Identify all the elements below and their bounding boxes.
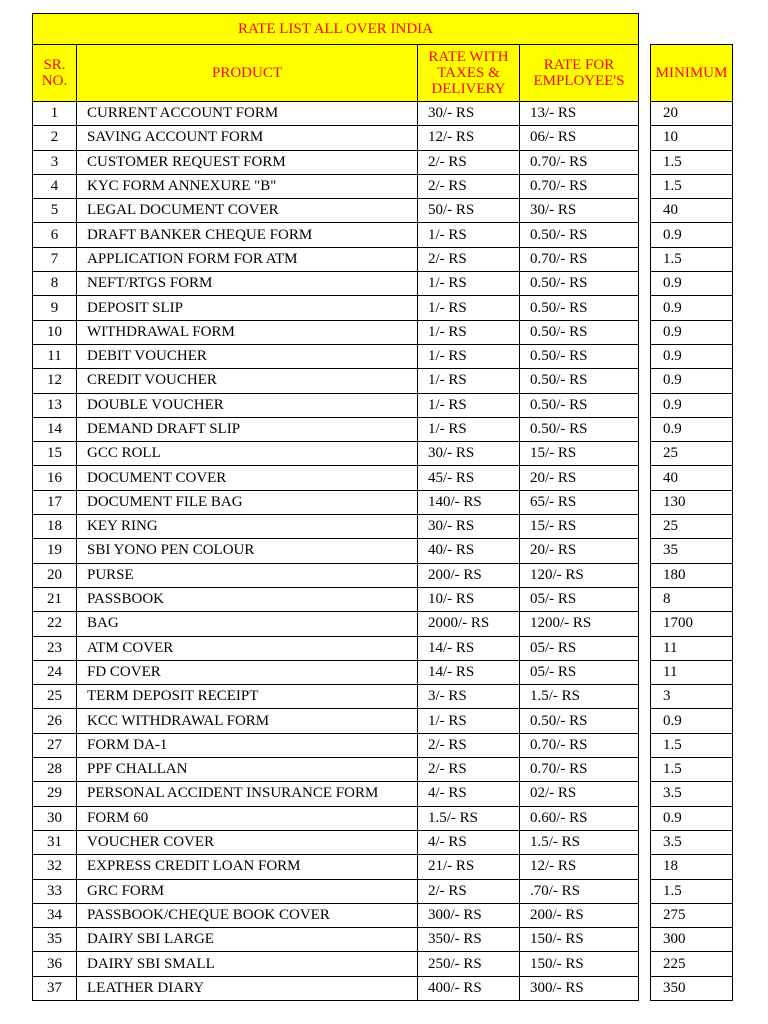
sr-no-cell: 9 (33, 296, 77, 320)
product-cell: DAIRY SBI SMALL (77, 952, 418, 976)
sr-no-cell: 30 (33, 806, 77, 830)
sr-no-cell: 31 (33, 830, 77, 854)
rate-with-taxes-cell: 2/- RS (418, 247, 520, 271)
rate-for-employees-cell: 06/- RS (520, 126, 639, 150)
rate-for-employees-cell: 05/- RS (520, 587, 639, 611)
rate-for-employees-cell: 0.50/- RS (520, 272, 639, 296)
sr-no-cell: 32 (33, 855, 77, 879)
minimum-row (651, 855, 733, 879)
minimum-row (651, 952, 733, 976)
rate-with-taxes-cell: 1/- RS (418, 272, 520, 296)
rate-for-employees-cell: 200/- RS (520, 903, 639, 927)
minimum-row (651, 199, 733, 223)
rate-list-table (32, 13, 639, 1001)
product-cell: DEBIT VOUCHER (77, 344, 418, 368)
product-cell: PPF CHALLAN (77, 758, 418, 782)
rate-for-employees-cell: 1.5/- RS (520, 685, 639, 709)
sr-no-cell: 36 (33, 952, 77, 976)
rate-list-body (33, 102, 639, 1001)
rate-for-employees-cell: 0.60/- RS (520, 806, 639, 830)
sr-no-cell: 29 (33, 782, 77, 806)
minimum-row (651, 174, 733, 198)
rate-with-taxes-cell: 3/- RS (418, 685, 520, 709)
minimum-row (651, 806, 733, 830)
sr-no-cell: 7 (33, 247, 77, 271)
minimum-cell: 0.9 (651, 344, 733, 368)
rate-with-taxes-cell: 1/- RS (418, 296, 520, 320)
product-cell: DOUBLE VOUCHER (77, 393, 418, 417)
minimum-cell: 225 (651, 952, 733, 976)
sr-no-cell: 17 (33, 490, 77, 514)
minimum-row (651, 150, 733, 174)
minimum-row (651, 587, 733, 611)
rate-with-taxes-cell: 2/- RS (418, 758, 520, 782)
rate-with-taxes-cell: 10/- RS (418, 587, 520, 611)
table-row (33, 102, 639, 126)
rate-for-employees-cell: 1.5/- RS (520, 830, 639, 854)
table-row (33, 247, 639, 271)
minimum-row (651, 393, 733, 417)
rate-with-taxes-cell: 4/- RS (418, 782, 520, 806)
product-cell: LEATHER DIARY (77, 976, 418, 1000)
rate-with-taxes-cell: 1.5/- RS (418, 806, 520, 830)
product-cell: GCC ROLL (77, 442, 418, 466)
minimum-cell: 25 (651, 442, 733, 466)
minimum-cell: 0.9 (651, 296, 733, 320)
rate-for-employees-cell: 15/- RS (520, 442, 639, 466)
sr-no-cell: 15 (33, 442, 77, 466)
product-cell: DEPOSIT SLIP (77, 296, 418, 320)
minimum-row (651, 369, 733, 393)
table-row (33, 150, 639, 174)
table-row (33, 490, 639, 514)
product-cell: FORM DA-1 (77, 733, 418, 757)
sr-no-cell: 35 (33, 928, 77, 952)
table-row (33, 515, 639, 539)
sr-no-cell: 6 (33, 223, 77, 247)
minimum-cell: 20 (651, 102, 733, 126)
product-cell: GRC FORM (77, 879, 418, 903)
product-cell: DAIRY SBI LARGE (77, 928, 418, 952)
minimum-cell: 0.9 (651, 223, 733, 247)
rate-with-taxes-cell: 350/- RS (418, 928, 520, 952)
minimum-row (651, 320, 733, 344)
rate-for-employees-header: RATE FOR EMPLOYEE'S (520, 45, 639, 102)
table-row (33, 806, 639, 830)
table-row (33, 199, 639, 223)
minimum-cell: 0.9 (651, 393, 733, 417)
sr-no-cell: 11 (33, 344, 77, 368)
minimum-cell: 275 (651, 903, 733, 927)
minimum-cell: 0.9 (651, 417, 733, 441)
table-row (33, 223, 639, 247)
rate-for-employees-cell: 30/- RS (520, 199, 639, 223)
table-row (33, 344, 639, 368)
table-row (33, 782, 639, 806)
minimum-row (651, 563, 733, 587)
rate-with-taxes-cell: 1/- RS (418, 417, 520, 441)
rate-for-employees-cell: 0.50/- RS (520, 320, 639, 344)
rate-for-employees-cell: 05/- RS (520, 636, 639, 660)
rate-with-taxes-cell: 2/- RS (418, 879, 520, 903)
minimum-body (651, 102, 733, 1001)
product-cell: DRAFT BANKER CHEQUE FORM (77, 223, 418, 247)
minimum-row (651, 660, 733, 684)
minimum-row (651, 223, 733, 247)
minimum-cell: 1.5 (651, 247, 733, 271)
rate-with-taxes-cell: 2/- RS (418, 150, 520, 174)
rate-with-taxes-cell: 140/- RS (418, 490, 520, 514)
minimum-row (651, 344, 733, 368)
sr-no-cell: 25 (33, 685, 77, 709)
minimum-cell: 10 (651, 126, 733, 150)
table-row (33, 126, 639, 150)
rate-for-employees-cell: 0.50/- RS (520, 344, 639, 368)
minimum-row (651, 539, 733, 563)
minimum-row (651, 272, 733, 296)
product-cell: EXPRESS CREDIT LOAN FORM (77, 855, 418, 879)
sr-no-cell: 16 (33, 466, 77, 490)
sr-no-cell: 3 (33, 150, 77, 174)
rate-with-taxes-cell: 1/- RS (418, 393, 520, 417)
rate-for-employees-cell: 0.50/- RS (520, 223, 639, 247)
rate-for-employees-cell: 0.50/- RS (520, 296, 639, 320)
rate-with-taxes-cell: 1/- RS (418, 709, 520, 733)
sr-no-cell: 28 (33, 758, 77, 782)
minimum-cell: 130 (651, 490, 733, 514)
minimum-row (651, 466, 733, 490)
rate-for-employees-cell: 13/- RS (520, 102, 639, 126)
rate-with-taxes-cell: 1/- RS (418, 344, 520, 368)
minimum-row (651, 782, 733, 806)
rate-with-taxes-cell: 30/- RS (418, 442, 520, 466)
rate-with-taxes-cell: 30/- RS (418, 515, 520, 539)
product-cell: FORM 60 (77, 806, 418, 830)
minimum-cell: 8 (651, 587, 733, 611)
sr-no-cell: 20 (33, 563, 77, 587)
product-cell: NEFT/RTGS FORM (77, 272, 418, 296)
rate-for-employees-cell: 150/- RS (520, 928, 639, 952)
product-cell: DOCUMENT COVER (77, 466, 418, 490)
table-row (33, 758, 639, 782)
product-cell: SBI YONO PEN COLOUR (77, 539, 418, 563)
minimum-row (651, 102, 733, 126)
product-cell: BAG (77, 612, 418, 636)
product-cell: WITHDRAWAL FORM (77, 320, 418, 344)
sr-no-cell: 8 (33, 272, 77, 296)
minimum-cell: 11 (651, 660, 733, 684)
rate-for-employees-cell: 0.70/- RS (520, 733, 639, 757)
product-cell: CURRENT ACCOUNT FORM (77, 102, 418, 126)
rate-with-taxes-cell: 45/- RS (418, 466, 520, 490)
product-cell: APPLICATION FORM FOR ATM (77, 247, 418, 271)
product-cell: DOCUMENT FILE BAG (77, 490, 418, 514)
product-cell: TERM DEPOSIT RECEIPT (77, 685, 418, 709)
rate-for-employees-cell: 0.50/- RS (520, 709, 639, 733)
rate-for-employees-cell: 65/- RS (520, 490, 639, 514)
table-row (33, 272, 639, 296)
rate-with-taxes-cell: 40/- RS (418, 539, 520, 563)
minimum-cell: 180 (651, 563, 733, 587)
minimum-cell: 1700 (651, 612, 733, 636)
sr-no-cell: 12 (33, 369, 77, 393)
minimum-row (651, 490, 733, 514)
table-row (33, 417, 639, 441)
table-title: RATE LIST ALL OVER INDIA (33, 14, 639, 45)
rate-with-taxes-cell: 1/- RS (418, 369, 520, 393)
rate-for-employees-cell: 1200/- RS (520, 612, 639, 636)
sr-no-cell: 21 (33, 587, 77, 611)
sr-no-header: SR. NO. (33, 45, 77, 102)
minimum-cell: 0.9 (651, 320, 733, 344)
rate-with-taxes-cell: 30/- RS (418, 102, 520, 126)
minimum-cell: 1.5 (651, 150, 733, 174)
table-row (33, 830, 639, 854)
minimum-row (651, 976, 733, 1000)
table-row (33, 369, 639, 393)
rate-for-employees-cell: 0.50/- RS (520, 369, 639, 393)
rate-with-taxes-cell: 2000/- RS (418, 612, 520, 636)
minimum-cell: 1.5 (651, 758, 733, 782)
sr-no-cell: 34 (33, 903, 77, 927)
sr-no-cell: 33 (33, 879, 77, 903)
product-cell: PASSBOOK (77, 587, 418, 611)
rate-for-employees-cell: 0.70/- RS (520, 174, 639, 198)
rate-with-taxes-cell: 300/- RS (418, 903, 520, 927)
minimum-cell: 0.9 (651, 709, 733, 733)
rate-for-employees-cell: 300/- RS (520, 976, 639, 1000)
minimum-cell: 25 (651, 515, 733, 539)
sr-no-cell: 13 (33, 393, 77, 417)
rate-with-taxes-cell: 14/- RS (418, 636, 520, 660)
sr-no-cell: 4 (33, 174, 77, 198)
rate-for-employees-cell: 20/- RS (520, 539, 639, 563)
product-cell: PERSONAL ACCIDENT INSURANCE FORM (77, 782, 418, 806)
minimum-row (651, 126, 733, 150)
sr-no-cell: 27 (33, 733, 77, 757)
sr-no-cell: 26 (33, 709, 77, 733)
sr-no-cell: 19 (33, 539, 77, 563)
minimum-row (651, 612, 733, 636)
minimum-row (651, 879, 733, 903)
table-row (33, 879, 639, 903)
rate-for-employees-cell: 120/- RS (520, 563, 639, 587)
rate-for-employees-cell: 20/- RS (520, 466, 639, 490)
rate-for-employees-cell: 02/- RS (520, 782, 639, 806)
table-row (33, 296, 639, 320)
minimum-row (651, 296, 733, 320)
table-row (33, 612, 639, 636)
table-row (33, 636, 639, 660)
minimum-cell: 3.5 (651, 830, 733, 854)
sr-no-cell: 22 (33, 612, 77, 636)
table-row (33, 563, 639, 587)
minimum-cell: 0.9 (651, 272, 733, 296)
minimum-cell: 3.5 (651, 782, 733, 806)
table-row (33, 466, 639, 490)
table-row (33, 320, 639, 344)
sr-no-cell: 14 (33, 417, 77, 441)
minimum-cell: 40 (651, 199, 733, 223)
table-row (33, 733, 639, 757)
rate-for-employees-cell: 15/- RS (520, 515, 639, 539)
sr-no-cell: 1 (33, 102, 77, 126)
rate-with-taxes-cell: 14/- RS (418, 660, 520, 684)
rate-with-taxes-cell: 400/- RS (418, 976, 520, 1000)
rate-with-taxes-cell: 1/- RS (418, 320, 520, 344)
rate-with-taxes-header: RATE WITH TAXES & DELIVERY (418, 45, 520, 102)
table-row (33, 709, 639, 733)
table-row (33, 174, 639, 198)
sr-no-cell: 10 (33, 320, 77, 344)
table-row (33, 976, 639, 1000)
rate-with-taxes-cell: 4/- RS (418, 830, 520, 854)
sr-no-cell: 18 (33, 515, 77, 539)
product-cell: PASSBOOK/CHEQUE BOOK COVER (77, 903, 418, 927)
minimum-cell: 3 (651, 685, 733, 709)
minimum-row (651, 515, 733, 539)
minimum-cell: 1.5 (651, 879, 733, 903)
rate-for-employees-cell: 150/- RS (520, 952, 639, 976)
rate-with-taxes-cell: 21/- RS (418, 855, 520, 879)
product-cell: KEY RING (77, 515, 418, 539)
minimum-row (651, 247, 733, 271)
product-header: PRODUCT (77, 45, 418, 102)
minimum-header: MINIMUM (651, 45, 733, 102)
product-cell: SAVING ACCOUNT FORM (77, 126, 418, 150)
sr-no-cell: 2 (33, 126, 77, 150)
sr-no-cell: 5 (33, 199, 77, 223)
minimum-cell: 40 (651, 466, 733, 490)
rate-with-taxes-cell: 200/- RS (418, 563, 520, 587)
minimum-cell: 18 (651, 855, 733, 879)
rate-for-employees-cell: 0.70/- RS (520, 758, 639, 782)
rate-with-taxes-cell: 12/- RS (418, 126, 520, 150)
rate-for-employees-cell: 0.50/- RS (520, 417, 639, 441)
minimum-cell: 350 (651, 976, 733, 1000)
minimum-row (651, 685, 733, 709)
rate-with-taxes-cell: 1/- RS (418, 223, 520, 247)
sr-no-cell: 37 (33, 976, 77, 1000)
table-row (33, 442, 639, 466)
minimum-cell: 1.5 (651, 174, 733, 198)
table-row (33, 685, 639, 709)
minimum-cell: 35 (651, 539, 733, 563)
minimum-row (651, 903, 733, 927)
rate-with-taxes-cell: 250/- RS (418, 952, 520, 976)
minimum-cell: 0.9 (651, 806, 733, 830)
product-cell: FD COVER (77, 660, 418, 684)
minimum-cell: 0.9 (651, 369, 733, 393)
rate-for-employees-cell: 0.50/- RS (520, 393, 639, 417)
table-row (33, 539, 639, 563)
rate-for-employees-cell: 0.70/- RS (520, 247, 639, 271)
minimum-row (651, 636, 733, 660)
product-cell: DEMAND DRAFT SLIP (77, 417, 418, 441)
minimum-cell: 1.5 (651, 733, 733, 757)
product-cell: CUSTOMER REQUEST FORM (77, 150, 418, 174)
product-cell: CREDIT VOUCHER (77, 369, 418, 393)
product-cell: KCC WITHDRAWAL FORM (77, 709, 418, 733)
sr-no-cell: 24 (33, 660, 77, 684)
product-cell: LEGAL DOCUMENT COVER (77, 199, 418, 223)
rate-with-taxes-cell: 2/- RS (418, 733, 520, 757)
minimum-row (651, 928, 733, 952)
sr-no-cell: 23 (33, 636, 77, 660)
rate-with-taxes-cell: 2/- RS (418, 174, 520, 198)
minimum-cell: 11 (651, 636, 733, 660)
rate-with-taxes-cell: 50/- RS (418, 199, 520, 223)
minimum-cell: 300 (651, 928, 733, 952)
rate-for-employees-cell: .70/- RS (520, 879, 639, 903)
minimum-row (651, 709, 733, 733)
minimum-row (651, 733, 733, 757)
minimum-row (651, 417, 733, 441)
minimum-row (651, 442, 733, 466)
rate-for-employees-cell: 0.70/- RS (520, 150, 639, 174)
product-cell: PURSE (77, 563, 418, 587)
minimum-table (650, 44, 733, 1001)
table-row (33, 903, 639, 927)
rate-for-employees-cell: 12/- RS (520, 855, 639, 879)
product-cell: VOUCHER COVER (77, 830, 418, 854)
rate-for-employees-cell: 05/- RS (520, 660, 639, 684)
product-cell: KYC FORM ANNEXURE "B" (77, 174, 418, 198)
minimum-row (651, 830, 733, 854)
table-row (33, 952, 639, 976)
table-row (33, 855, 639, 879)
minimum-row (651, 758, 733, 782)
table-row (33, 928, 639, 952)
product-cell: ATM COVER (77, 636, 418, 660)
table-row (33, 393, 639, 417)
table-row (33, 660, 639, 684)
table-row (33, 587, 639, 611)
